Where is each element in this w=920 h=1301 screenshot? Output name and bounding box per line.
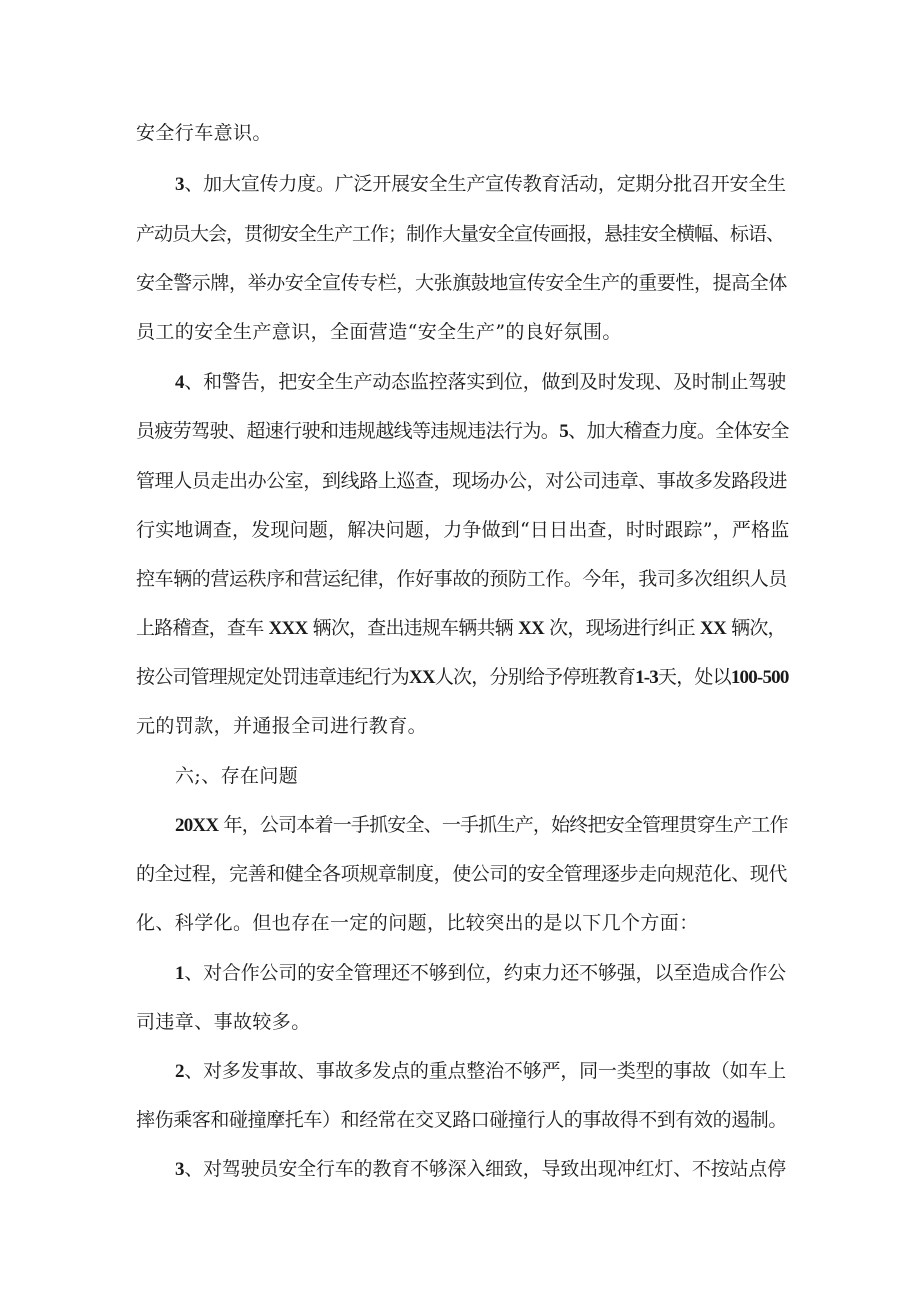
text-line: 化、科学化。但也存在一定的问题，比较突出的是以下几个方面：: [136, 912, 699, 934]
text-line: 行实地调查，发现问题，解决问题，力争做到“日日出查，时时跟踪”，严格监: [136, 519, 790, 541]
text-line: 摔伤乘客和碰撞摩托车）和经常在交叉路口碰撞行人的事故得不到有效的遏制。: [136, 1109, 788, 1131]
text-line: 3、对驾驶员安全行车的教育不够深入细致，导致出现冲红灯、不按站点停: [175, 1158, 786, 1180]
text-line: 按公司管理规定处罚违章违纪行为XX人次，分别给予停班教育1-3天，处以100-500: [136, 666, 789, 688]
text-line: 20XX 年，公司本着一手抓安全、一手抓生产，始终把安全管理贯穿生产工作: [175, 814, 788, 836]
text-line: 3、加大宣传力度。广泛开展安全生产宣传教育活动，定期分批召开安全生: [175, 173, 786, 195]
section-heading: 六;、存在问题: [175, 765, 299, 787]
text-line: 员工的安全生产意识，全面营造“安全生产”的良好氛围。: [136, 321, 622, 343]
text-line: 产动员大会，贯彻安全生产工作；制作大量安全宣传画报，悬挂安全横幅、标语、: [136, 223, 785, 245]
text-line: 4、和警告，把安全生产动态监控落实到位，做到及时发现、及时制止驾驶: [175, 371, 786, 393]
text-line: 员疲劳驾驶、超速行驶和违规越线等违规违法行为。5、加大稽查力度。全体安全: [136, 420, 789, 442]
text-line: 控车辆的营运秩序和营运纪律，作好事故的预防工作。今年，我司多次组织人员: [136, 568, 788, 590]
text-line: 上路稽查，查车 XXX 辆次，查出违规车辆共辆 XX 次，现场进行纠正 XX 辆次，: [136, 617, 786, 639]
text-line: 的全过程，完善和健全各项规章制度，使公司的安全管理逐步走向规范化、现代: [136, 863, 788, 885]
text-line: 管理人员走出办公室，到线路上巡查，现场办公，对公司违章、事故多发路段进: [136, 470, 788, 492]
text-line: 司违章、事故较多。: [136, 1011, 311, 1033]
text-line: 2、对多发事故、事故多发点的重点整治不够严，同一类型的事故（如车上: [175, 1060, 786, 1082]
text-line: 安全警示牌，举办安全宣传专栏，大张旗鼓地宣传安全生产的重要性，提高全体: [136, 272, 788, 294]
text-line: 元的罚款，并通报全司进行教育。: [136, 715, 428, 737]
text-line: 安全行车意识。: [136, 122, 272, 144]
text-line: 1、对合作公司的安全管理还不够到位，约束力还不够强，以至造成合作公: [175, 962, 786, 984]
